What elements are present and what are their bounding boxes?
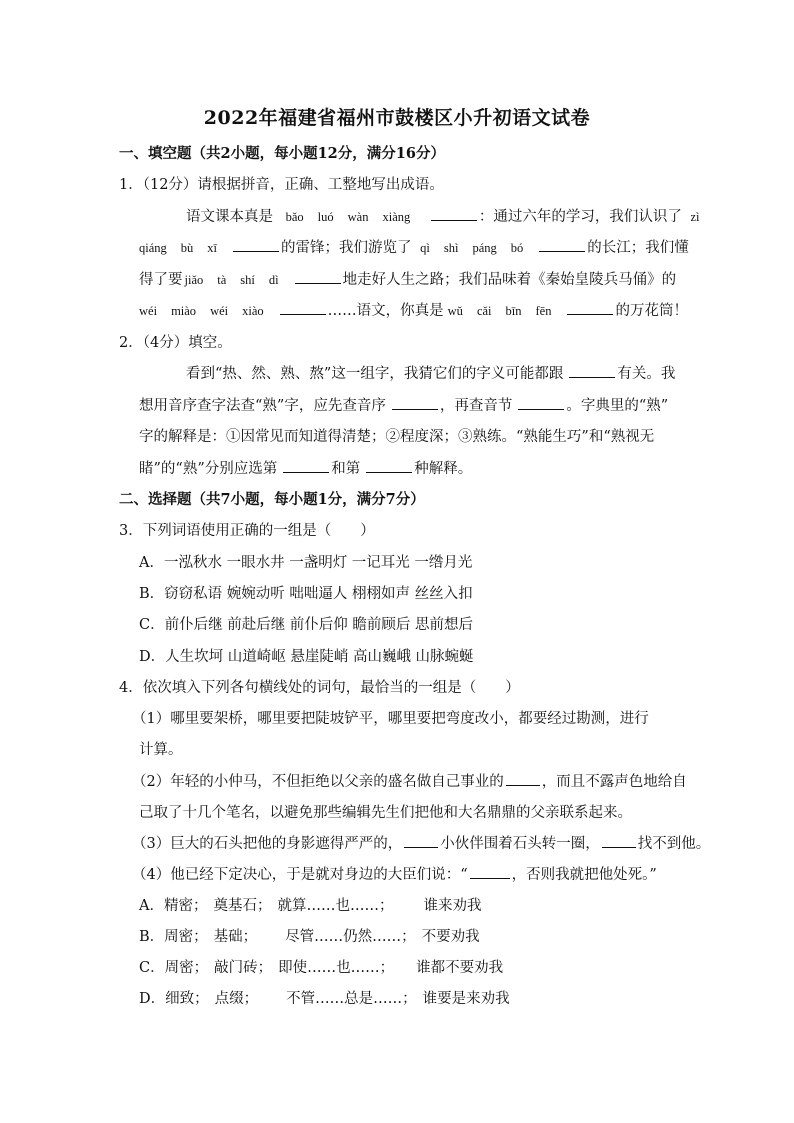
question-4-option-d[interactable] [139, 989, 510, 1009]
question-4-sentence-2 [132, 772, 687, 792]
question-4-option-c[interactable] [139, 958, 503, 978]
pinyin: cǎi [476, 304, 492, 318]
question-1-stem: 1．（12分）请根据拼音，正确、工整地写出成语。 [119, 177, 444, 193]
question-2-line-4 [139, 459, 472, 479]
option-col-1: C．周密； [139, 960, 209, 976]
pinyin: shí [240, 273, 255, 287]
text-segment: ，否则我就把他处死。” [511, 867, 657, 883]
answer-blank[interactable] [539, 238, 585, 252]
answer-blank[interactable] [518, 396, 564, 410]
question-3-option-b[interactable]: B．窃窃私语 婉婉动听 咄咄逼人 栩栩如声 丝丝入扣 [139, 586, 473, 602]
question-1-line-1 [186, 207, 710, 227]
section-heading-multiple-choice: 二、选择题（共7小题，每小题1分，满分7分） [119, 491, 425, 508]
text-segment: 得了要 [139, 272, 183, 288]
pinyin: dì [268, 273, 279, 287]
question-4-sentence-1: （1）哪里要架桥，哪里要把陡坡铲平，哪里要把弯度改小，都要经过勘测，进行 [132, 711, 649, 727]
pinyin: qì [420, 241, 430, 255]
text-segment: 语文课本真是 [186, 209, 273, 225]
pinyin: bó [510, 241, 524, 255]
text-segment: （2）年轻的小仲马，不但拒绝以父亲的盛名做自己事业的 [132, 774, 504, 790]
pinyin: xiàng [382, 210, 411, 224]
pinyin: páng [472, 241, 497, 255]
question-3-option-d[interactable]: D．人生坎坷 山道崎岖 悬崖陡峭 高山巍峨 山脉蜿蜒 [139, 649, 474, 665]
text-segment: 想用音序查字法查“熟”字，应先查音序 [139, 398, 386, 414]
question-1-line-2 [139, 238, 689, 258]
text-segment: 小伙伴围着石头转一圈， [440, 836, 600, 852]
question-4-option-a[interactable] [139, 896, 481, 916]
text-segment: ：通过六年的学习，我们认识了 [478, 209, 682, 225]
option-col-2: 基础； [213, 929, 258, 945]
question-4-sentence-1-cont: 计算。 [139, 742, 183, 758]
pinyin: xiào [242, 304, 264, 318]
pinyin: luó [317, 210, 334, 224]
question-2-line-2 [139, 396, 668, 416]
answer-blank[interactable] [404, 834, 438, 848]
text-segment: 的雷锋；我们游览了 [281, 240, 412, 256]
pinyin: shì [443, 241, 459, 255]
text-segment: （3）巨大的石头把他的身影遮得严严的， [132, 836, 403, 852]
option-col-1: D．细致； [139, 991, 209, 1007]
option-col-4: 谁来劝我 [423, 898, 482, 914]
pinyin: bǎo [285, 210, 304, 224]
answer-blank[interactable] [506, 772, 540, 786]
pinyin: wǔ [447, 304, 463, 318]
option-col-4: 谁要是来劝我 [422, 991, 510, 1007]
option-col-3: 不管……总是……； [286, 991, 417, 1007]
question-4-sentence-2-cont: 己取了十几个笔名，以避免那些编辑先生们把他和大名鼎鼎的父亲联系起来。 [139, 805, 632, 821]
pinyin: jiǎo [184, 273, 204, 287]
option-col-1: A．精密； [139, 898, 208, 914]
pinyin: zì [690, 210, 700, 224]
option-col-4: 谁都不要劝我 [416, 960, 504, 976]
question-1-line-4 [139, 301, 688, 321]
pinyin: miào [171, 304, 197, 318]
section-heading-fill-in: 一、填空题（共2小题，每小题12分，满分16分） [119, 145, 445, 162]
answer-blank[interactable] [470, 865, 510, 879]
page-title: 2022年福建省福州市鼓楼区小升初语文试卷 [203, 107, 591, 129]
question-4-sentence-4 [132, 865, 657, 885]
answer-blank[interactable] [283, 459, 329, 473]
pinyin: bīn [505, 304, 522, 318]
answer-blank[interactable] [431, 207, 477, 221]
pinyin: wéi [139, 304, 158, 318]
option-col-3: 就算……也……； [277, 898, 394, 914]
option-col-3: 尽管……仍然……； [285, 929, 416, 945]
answer-blank[interactable] [567, 301, 613, 315]
question-3-stem: 3．下列词语使用正确的一组是（ ） [119, 523, 375, 539]
option-col-2: 点缀； [214, 991, 259, 1007]
question-4-sentence-3 [132, 834, 710, 854]
answer-blank[interactable] [602, 834, 636, 848]
text-segment: 有关。我 [617, 366, 676, 382]
answer-blank[interactable] [295, 270, 341, 284]
option-col-1: B．周密； [139, 929, 208, 945]
question-4-stem: 4．依次填入下列各句横线处的词句，最恰当的一组是（ ） [119, 680, 520, 696]
question-4-option-b[interactable] [139, 927, 480, 947]
question-1-line-3 [139, 270, 676, 290]
text-segment: 找不到他。 [637, 836, 711, 852]
pinyin: tà [217, 273, 227, 287]
text-segment: 。字典里的“熟” [566, 398, 669, 414]
pinyin: bù [180, 241, 194, 255]
option-col-2: 奠基石； [213, 898, 272, 914]
question-2-line-3: 字的解释是：①因常见而知道得清楚；②程度深；③熟练。“熟能生巧”和“熟视无 [139, 429, 655, 445]
pinyin: fēn [535, 304, 552, 318]
answer-blank[interactable] [569, 364, 615, 378]
pinyin: xī [207, 241, 218, 255]
question-2-line-1 [186, 364, 675, 384]
text-segment: （4）他已经下定决心，于是就对身边的大臣们说：“ [132, 867, 468, 883]
text-segment: 的万花筒！ [615, 303, 688, 319]
question-3-option-c[interactable]: C．前仆后继 前赴后继 前仆后仰 瞻前顾后 思前想后 [139, 617, 474, 633]
pinyin: wàn [347, 210, 369, 224]
pinyin: wéi [210, 304, 229, 318]
pinyin: qiáng [139, 241, 167, 255]
option-col-2: 敲门砖； [214, 960, 273, 976]
text-segment: 和第 [331, 461, 361, 477]
answer-blank[interactable] [280, 301, 326, 315]
text-segment: ……语文，你真是 [327, 303, 444, 319]
text-segment: ，而且不露声色地给自 [541, 774, 687, 790]
text-segment: 地走好人生之路；我们品味着《秦始皇陵兵马俑》的 [342, 272, 677, 288]
text-segment: 的长江；我们懂 [587, 240, 689, 256]
question-3-option-a[interactable]: A．一泓秋水 一眼水井 一盏明灯 一记耳光 一绺月光 [139, 555, 473, 571]
text-segment: ，再查音节 [439, 398, 513, 414]
answer-blank[interactable] [392, 396, 438, 410]
answer-blank[interactable] [366, 459, 412, 473]
option-col-4: 不要劝我 [421, 929, 480, 945]
answer-blank[interactable] [233, 238, 279, 252]
option-col-3: 即使……也……； [278, 960, 395, 976]
question-2-stem: 2．（4分）填空。 [119, 335, 232, 351]
text-segment: 种解释。 [414, 461, 473, 477]
text-segment: 睹”的“熟”分别应选第 [139, 461, 278, 477]
text-segment: 看到“热、然、熟、熬”这一组字，我猜它们的字义可能都跟 [186, 366, 564, 382]
